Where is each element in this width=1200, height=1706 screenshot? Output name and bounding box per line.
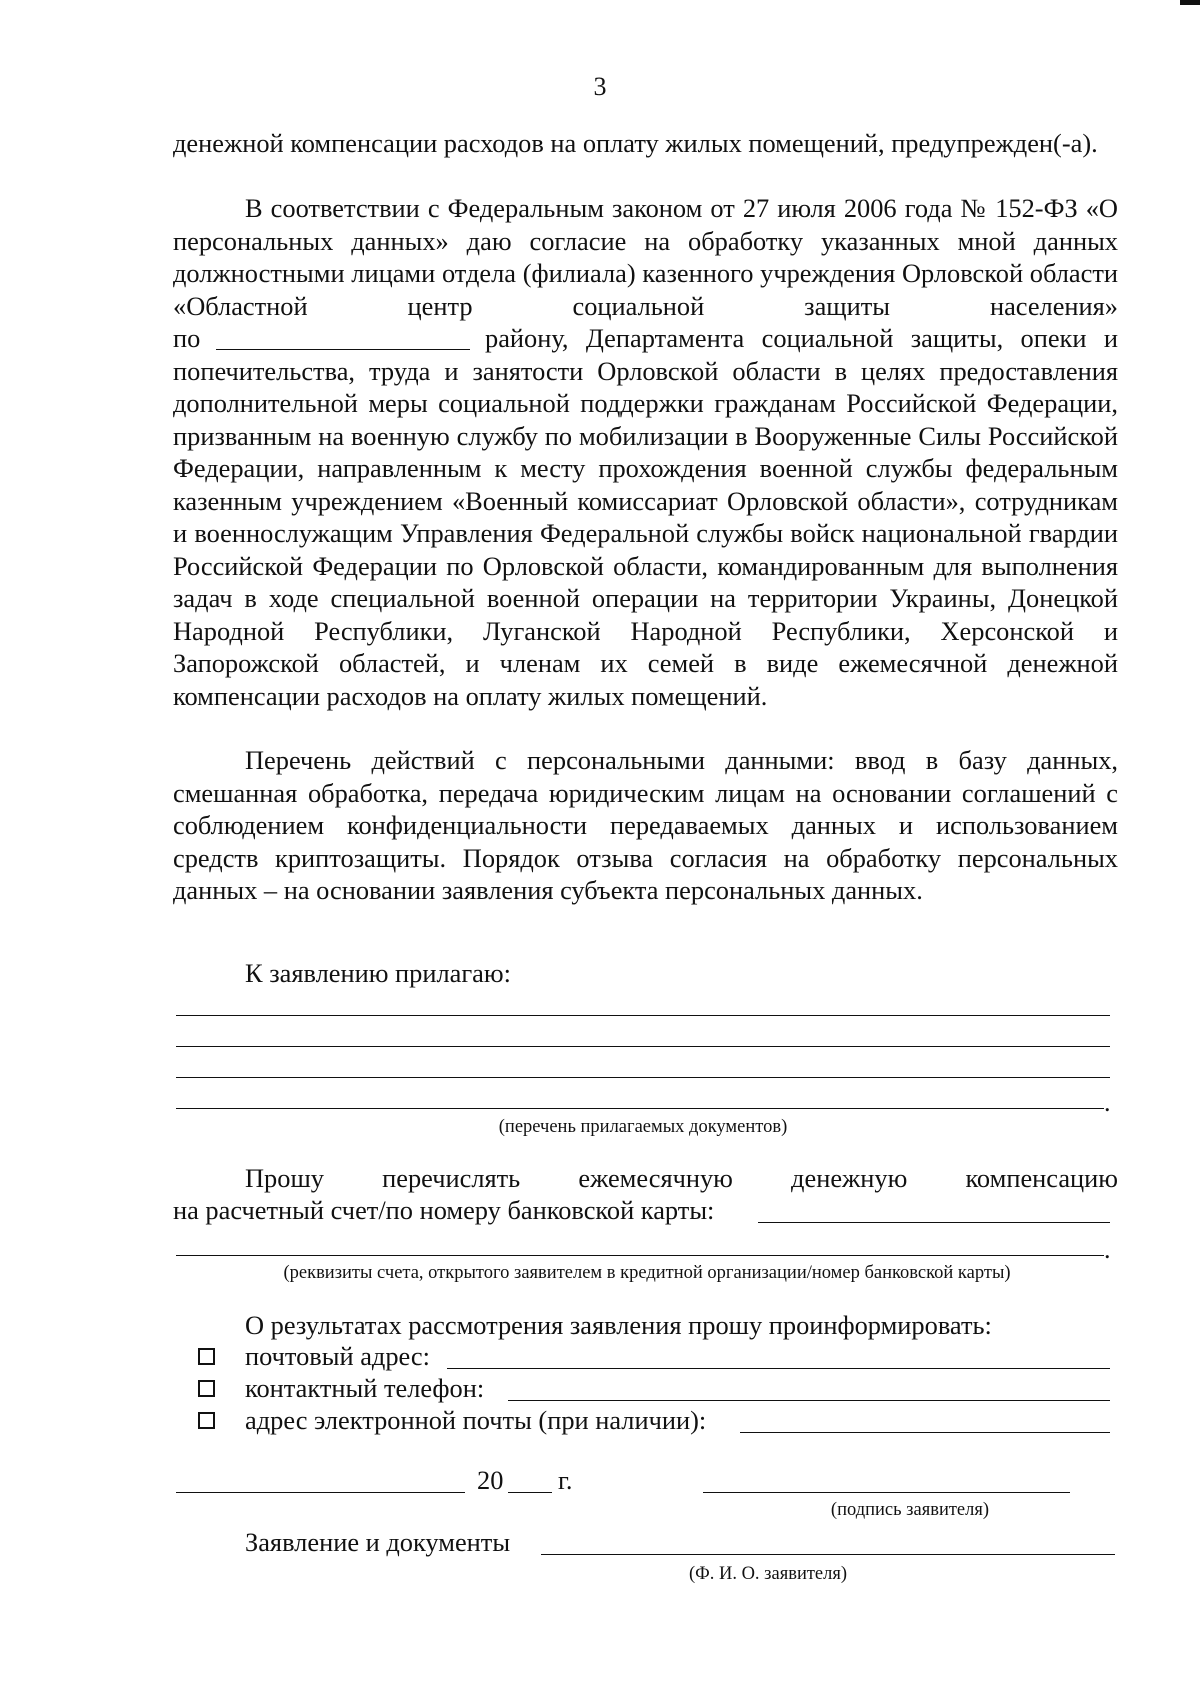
actions-paragraph-text: Перечень действий с персональными данными: ввод в базу данных, смешанная обработка, передача юридическим лицам на основании соглашений с соблюдением конфиденциальности передаваемых данных и использованием средств криптозащиты. Порядок отзыва согласия на обработку персональных данных – на основании заявления субъекта персональных данных. — [173, 745, 1118, 905]
paragraph-1-text: денежной компенсации расходов на оплату жилых помещений, предупрежден(-а). — [173, 128, 1098, 158]
attachment-line-2[interactable] — [176, 1046, 1110, 1047]
scan-edge-mark — [1180, 0, 1200, 5]
phone-checkbox[interactable] — [198, 1380, 215, 1397]
consent-paragraph-part-b — [173, 322, 1118, 712]
consent-paragraph-part-a — [173, 192, 1118, 322]
actions-paragraph — [173, 744, 1118, 907]
consent-paragraph-b-text: району, Департамента социальной защиты, опеки и попечительства, труда и занятости Орловской области в целях предоставления дополнительной меры социальной поддержки гражданам Российской Федерации, призванным на военную службу по мобилизации в Вооруженные Силы Российской Федерации, направленным к месту прохождения военной службы федеральным казенным учреждением «Военный комиссариат Орловской области», сотрудникам и военнослужащим Управления Федеральной службы войск национальной гвардии Российской Федерации по Орловской области, командированным для выполнения задач в ходе специальной военной операции на территории Украины, Донецкой Народной Республики, Луганской Народной Республики, Херсонской и Запорожской областей, и членам их семей в виде ежемесячной денежной компенсации расходов на оплату жилых помещений. — [173, 323, 1118, 711]
postal-address-checkbox[interactable] — [198, 1348, 215, 1365]
phone-label: контактный телефон: — [245, 1373, 485, 1403]
account-details-caption: (реквизиты счета, открытого заявителем в кредитной организации/номер банковской карты) — [283, 1263, 1011, 1283]
attachment-line-1[interactable] — [176, 1015, 1110, 1016]
attachments-caption: (перечень прилагаемых документов) — [498, 1117, 788, 1137]
email-line[interactable] — [740, 1432, 1110, 1433]
account-number-blank-line[interactable] — [758, 1222, 1110, 1223]
attachments-label: К заявлению прилагаю: — [245, 958, 511, 988]
transfer-request-line-2: на расчетный счет/по номеру банковской карты: — [173, 1195, 715, 1225]
transfer-request-text-1: Прошу перечислять ежемесячную денежную компенсацию — [245, 1163, 1118, 1193]
fio-caption: (Ф. И. О. заявителя) — [688, 1564, 848, 1584]
attachment-line-3[interactable] — [176, 1077, 1110, 1078]
consent-paragraph-a-text: В соответствии с Федеральным законом от 27 июля 2006 года № 152-ФЗ «О персональных данных» даю согласие на обработку указанных мной данных должностными лицами отдела (филиала) казенного учреждения Орловской области «Областной центр социальной защиты населения» — [173, 193, 1118, 321]
signature-caption: (подпись заявителя) — [830, 1500, 990, 1520]
attachment-line-4[interactable] — [176, 1108, 1104, 1109]
email-checkbox[interactable] — [198, 1412, 215, 1429]
account-end-dot: . — [1104, 1235, 1111, 1264]
email-label: адрес электронной почты (при наличии): — [245, 1405, 707, 1435]
documents-label: Заявление и документы — [245, 1527, 511, 1557]
transfer-request-line-1 — [245, 1162, 1118, 1195]
page-number: 3 — [593, 72, 607, 101]
fio-line[interactable] — [541, 1554, 1115, 1555]
signature-line[interactable] — [703, 1492, 1070, 1493]
date-year-prefix: 20 — [477, 1465, 504, 1495]
account-details-line[interactable] — [176, 1255, 1104, 1256]
postal-address-label: почтовый адрес: — [245, 1341, 430, 1371]
year-blank-line[interactable] — [508, 1492, 552, 1493]
date-blank-line[interactable] — [176, 1492, 465, 1493]
date-year-suffix: г. — [558, 1465, 573, 1495]
attachment-end-dot: . — [1104, 1088, 1111, 1117]
inform-label: О результатах рассмотрения заявления прошу проинформировать: — [245, 1310, 992, 1340]
phone-line[interactable] — [508, 1400, 1110, 1401]
consent-po-label: по — [173, 323, 201, 353]
paragraph-continuation — [173, 127, 1118, 160]
postal-address-line[interactable] — [447, 1368, 1110, 1369]
